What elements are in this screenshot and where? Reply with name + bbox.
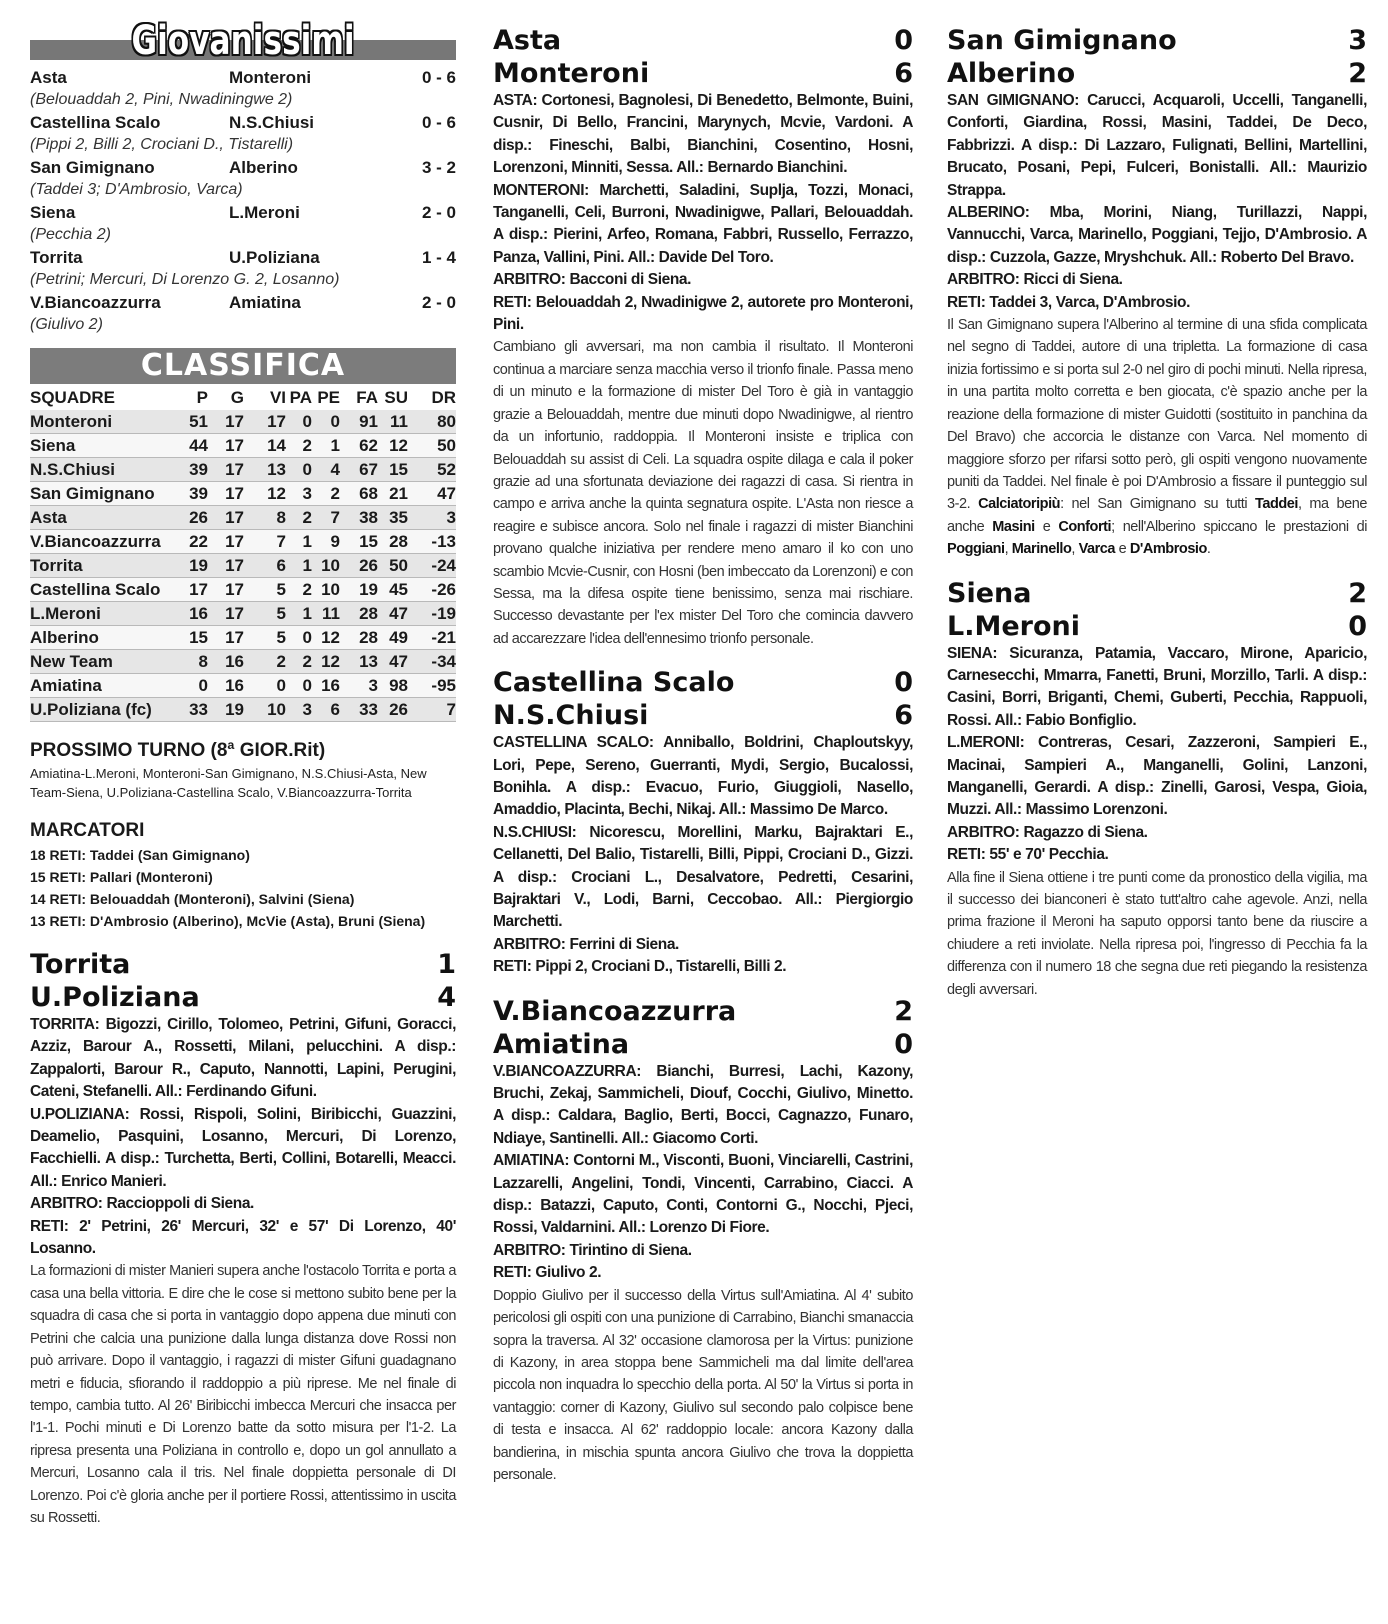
stat-cell: 16	[208, 650, 244, 674]
match-home-team: V.Biancoazzurra	[493, 995, 737, 1027]
standings-header-cell: DR	[431, 388, 456, 407]
home-team: Asta	[30, 68, 67, 87]
match-away-score: 6	[894, 700, 913, 732]
match-away-row	[30, 981, 456, 1014]
lineup-paragraph: U.POLIZIANA: Rossi, Rispoli, Solini, Biribicchi, Guazzini, Deamelio, Pasquini, Losanno, Mercuri, Di Lorenzo, Facchielli. A disp.: Turchetta, Berti, Collini, Botarelli, Meacci. All.: Enrico Manieri.	[30, 1105, 456, 1190]
stat-cell: 12	[312, 626, 340, 650]
team-name: L.Meroni	[30, 602, 180, 626]
standings-row	[30, 650, 456, 674]
match-home-row	[493, 995, 913, 1028]
result-row	[30, 291, 456, 314]
stat-cell: 17	[208, 458, 244, 482]
lineup-paragraph: ARBITRO: Ragazzo di Siena.	[947, 823, 1148, 841]
match-home-score: 2	[1348, 577, 1367, 609]
stat-cell: 16	[180, 602, 208, 626]
section-banner	[30, 18, 456, 64]
match-article	[493, 336, 913, 650]
lineup-paragraph: SIENA: Sicuranza, Patamia, Vaccaro, Mirone, Aparicio, Carnesecchi, Mmarra, Fanetti, Bruni, Morzillo, Tarli. A disp.: Casini, Borri, Briganti, Chemi, Guberti, Pecchia, Rappuoli, Rossi. All.: Fabio Bonfiglio.	[947, 644, 1367, 729]
match-siena	[947, 577, 1367, 1002]
result-score: 1 - 4	[421, 248, 456, 267]
stat-cell: 11	[312, 602, 340, 626]
player-highlight: Marinello	[1011, 541, 1072, 558]
standings-row	[30, 698, 456, 722]
stat-cell: 9	[312, 530, 340, 554]
result-row	[30, 156, 456, 179]
stat-cell: 52	[408, 458, 456, 482]
standings-header-cell: FA	[356, 388, 378, 407]
next-round-title: PROSSIMO TURNO (8ª GIOR.Rit)	[30, 740, 326, 761]
stat-cell: 26	[340, 554, 378, 578]
stat-cell: 51	[180, 410, 208, 434]
stat-cell: 17	[208, 434, 244, 458]
match-asta	[493, 24, 913, 650]
stat-cell: 19	[180, 554, 208, 578]
article-text: Doppio Giulivo per il successo della Virtus sull'Amiatina. Al 4' subito pericolosi gli ospiti con una punizione di Carrabino, Bianchi smanaccia sopra la traversa. Al 32' occasione clamorosa per la Virtus: punizione di Kazony, in area stoppa bene Sammicheli ma dal limite dell'area piccola non inquadra lo specchio della porta. Al 50' la Virtus si porta in vantaggio: corner di Kazony, Giulivo sul secondo palo colpisce bene di testa e insacca. Al 62' raddoppio locale: ancora Kazony dalla bandierina, in mischia spunta ancora Giulivo che trova la doppietta personale.	[493, 1287, 913, 1483]
stat-cell: 0	[286, 410, 312, 434]
team-name: Torrita	[30, 554, 180, 578]
stat-cell: -24	[408, 554, 456, 578]
stat-cell: -19	[408, 602, 456, 626]
stat-cell: 13	[340, 650, 378, 674]
match-away-team: U.Poliziana	[30, 982, 200, 1013]
match-home-score: 0	[894, 25, 913, 56]
article-text-segment: , ma bene anche	[947, 496, 1367, 535]
stat-cell: 0	[286, 458, 312, 482]
player-highlight: D'Ambrosio	[1129, 541, 1207, 558]
stat-cell: 3	[408, 506, 456, 530]
match-torrita	[30, 948, 456, 1529]
match-home-team: Castellina Scalo	[493, 667, 735, 699]
team-name: N.S.Chiusi	[30, 458, 180, 482]
stat-cell: -21	[408, 626, 456, 650]
stat-cell: 0	[244, 674, 286, 698]
away-team: Alberino	[229, 158, 298, 177]
standings-row	[30, 602, 456, 626]
stat-cell: 21	[378, 482, 408, 506]
match-away-score: 4	[437, 982, 456, 1013]
standings-title: CLASSIFICA	[140, 348, 346, 383]
result-scorers: (Giulivo 2)	[30, 316, 103, 333]
stat-cell: -95	[408, 674, 456, 698]
result-score: 3 - 2	[421, 158, 456, 177]
lineup-paragraph: ARBITRO: Raccioppoli di Siena.	[30, 1195, 254, 1213]
stat-cell: 2	[312, 482, 340, 506]
stat-cell: 10	[312, 578, 340, 602]
article-text-segment: e	[1115, 541, 1130, 558]
match-away-row	[493, 699, 913, 732]
column-middle	[493, 0, 913, 1486]
standings-header-row	[30, 386, 456, 410]
stat-cell: 44	[180, 434, 208, 458]
lineup-paragraph: RETI: Taddei 3, Varca, D'Ambrosio.	[947, 293, 1191, 311]
stat-cell: 7	[312, 506, 340, 530]
stat-cell: 15	[180, 626, 208, 650]
lineup-paragraph: N.S.CHIUSI: Nicorescu, Morellini, Marku, Bajraktari E., Cellanetti, Del Balio, Tistarelli, Billi, Pippi, Crociani D., Gizzi. A disp.: Crociani L., Desalvatore, Pedretti, Cesarini, Bajraktari V., Lodi, Barni, Ceccobao. All.: Piergiorgio Marchetti.	[493, 823, 913, 931]
stat-cell: 11	[378, 410, 408, 434]
stat-cell: 3	[286, 482, 312, 506]
match-article	[493, 1285, 913, 1487]
stat-cell: 15	[340, 530, 378, 554]
standings-header-cell: G	[230, 388, 244, 407]
result-row	[30, 111, 456, 134]
stat-cell: 47	[378, 650, 408, 674]
stat-cell: 17	[208, 578, 244, 602]
stat-cell: 17	[244, 410, 286, 434]
stat-cell: 22	[180, 530, 208, 554]
stat-cell: 98	[378, 674, 408, 698]
match-article	[947, 867, 1367, 1001]
stat-cell: 17	[208, 506, 244, 530]
lineup-paragraph: ASTA: Cortonesi, Bagnolesi, Di Benedetto, Belmonte, Buini, Cusnir, Di Bello, Francini, Marynych, Mcvie, Vardoni. A disp.: Fineschi, Balbi, Bianchini, Cosentino, Hosni, Lorenzoni, Minniti, Sessa. All.: Bernardo Bianchini.	[493, 92, 913, 177]
match-away-score: 0	[894, 1028, 913, 1060]
stat-cell: 5	[244, 626, 286, 650]
standings-header-cell: PE	[317, 388, 340, 407]
stat-cell: 33	[340, 698, 378, 722]
team-name: V.Biancoazzurra	[30, 530, 180, 554]
lineup-paragraph: RETI: Giulivo 2.	[493, 1264, 602, 1282]
stat-cell: 1	[286, 554, 312, 578]
stat-cell: 0	[286, 674, 312, 698]
team-name: San Gimignano	[30, 482, 180, 506]
article-text-segment: ,	[1071, 541, 1079, 558]
stat-cell: 17	[208, 482, 244, 506]
match-away-team: N.S.Chiusi	[493, 700, 649, 732]
player-highlight: Masini	[992, 518, 1035, 535]
stat-cell: 3	[286, 698, 312, 722]
article-text-segment: e	[1034, 518, 1059, 535]
article-text: Cambiano gli avversari, ma non cambia il risultato. Il Monteroni continua a marciare senza macchia verso il trionfo finale. Passa meno di un minuto e la formazione di mister Del Toro è già in vantaggio grazie a Belouaddah, mentre due minuti dopo Nwadinigwe, al rientro da un infortunio, raddoppia. Il Monteroni insiste e triplica con Belouaddah su assist di Celi. La squadra ospite dilaga e cala il poker grazie ad una sfortunata deviazione dei ragazzi di casa. Si rientra in campo e arriva anche la quinta segnatura ospite. L'Asta non riesce a reagire e subisce ancora. Solo nel finale i ragazzi di mister Bianchini provano qualche iniziativa per rendere meno amaro il ko con uno scambio Mcvie-Cusnir, con Hosni (ben imbeccato da Lorenzoni) e con Sessa, ma la difesa ospite tiene benissimo, senza mai rischiare. Successo devastante per l'ex mister Del Toro che comincia davvero ad accarezzare l'idea dell'ennesimo trionfo personale.	[493, 339, 914, 647]
section-title: Giovanissimi	[131, 18, 355, 64]
player-highlight: Taddei	[1255, 496, 1298, 513]
match-away-row	[493, 1028, 913, 1061]
stat-cell: 50	[408, 434, 456, 458]
team-name: Alberino	[30, 626, 180, 650]
stat-cell: 50	[378, 554, 408, 578]
stat-cell: 16	[312, 674, 340, 698]
team-name: U.Poliziana (fc)	[30, 698, 180, 722]
lineup-paragraph: MONTERONI: Marchetti, Saladini, Suplja, Tozzi, Monaci, Tanganelli, Celi, Burroni, Nwadinigwe, Pallari, Belouaddah. A disp.: Pierini, Arfeo, Romana, Fabbri, Russello, Ferrazzo, Panza, Vallini, Pini. All.: Davide Del Toro.	[493, 181, 913, 266]
scorer-line: 13 RETI: D'Ambrosio (Alberino), McVie (Asta), Bruni (Siena)	[30, 913, 426, 929]
match-vbiancoazzurra	[493, 995, 913, 1487]
match-home-score: 2	[894, 995, 913, 1027]
lineup-paragraph: SAN GIMIGNANO: Carucci, Acquaroli, Uccelli, Tanganelli, Conforti, Giardina, Rossi, Masini, Taddei, De Deco, Fabbrizzi. A disp.: Di Lazzaro, Fulignati, Bellini, Martellini, Brucato, Posani, Pepi, Fulceri, Bonistalli. All.: Maurizio Strappa.	[947, 92, 1367, 199]
match-away-score: 2	[1348, 58, 1367, 89]
stat-cell: 13	[244, 458, 286, 482]
lineup-paragraph: AMIATINA: Contorni M., Visconti, Buoni, Vinciarelli, Castrini, Lazzarelli, Angelini, Tondi, Vincenti, Carrabino, Ciacci. A disp.: Batazzi, Caputo, Conti, Contorni G., Nocchi, Pjeci, Rossi, Valdarnini. All.: Lorenzo Di Fiore.	[493, 1152, 913, 1237]
standings-row	[30, 482, 456, 506]
result-scorers: (Petrini; Mercuri, Di Lorenzo G. 2, Losanno)	[30, 271, 340, 288]
match-home-team: Siena	[947, 577, 1032, 609]
result-score: 0 - 6	[421, 113, 456, 132]
match-home-row	[947, 24, 1367, 57]
match-home-team: San Gimignano	[947, 25, 1177, 56]
stat-cell: 8	[244, 506, 286, 530]
match-away-team: Amiatina	[493, 1028, 630, 1060]
scorer-line: 18 RETI: Taddei (San Gimignano)	[30, 847, 250, 863]
result-row	[30, 66, 456, 89]
match-san-gimignano	[947, 24, 1367, 561]
match-away-team: L.Meroni	[947, 610, 1080, 642]
match-home-team: Asta	[493, 25, 562, 56]
match-away-row	[947, 610, 1367, 643]
stat-cell: 62	[340, 434, 378, 458]
standings-row	[30, 530, 456, 554]
stat-cell: 6	[244, 554, 286, 578]
stat-cell: 17	[208, 626, 244, 650]
match-away-row	[947, 57, 1367, 90]
match-article	[30, 1260, 456, 1529]
player-highlight: Poggiani	[947, 541, 1005, 558]
match-away-score: 0	[1348, 610, 1367, 642]
stat-cell: 91	[340, 410, 378, 434]
scorers-board	[30, 844, 456, 932]
stat-cell: 38	[340, 506, 378, 530]
lineup-paragraph: L.MERONI: Contreras, Cesari, Zazzeroni, Sampieri E., Macinai, Sampieri A., Manganelli, Golini, Lanzoni, Manganelli, Gerardi. A disp.: Zinelli, Garosi, Vespa, Gioia, Muzzi. All.: Massimo Lorenzoni.	[947, 734, 1367, 819]
match-home-team: Torrita	[30, 949, 131, 980]
away-team: L.Meroni	[229, 203, 300, 222]
stat-cell: 2	[286, 506, 312, 530]
result-scorers: (Belouaddah 2, Pini, Nwadiningwe 2)	[30, 91, 293, 108]
stat-cell: 5	[244, 578, 286, 602]
stat-cell: -34	[408, 650, 456, 674]
match-home-score: 0	[894, 667, 913, 699]
home-team: Siena	[30, 203, 76, 222]
stat-cell: 39	[180, 482, 208, 506]
result-score: 0 - 6	[421, 68, 456, 87]
match-away-score: 6	[894, 58, 913, 89]
standings-table	[30, 386, 456, 722]
result-row	[30, 201, 456, 224]
match-home-score: 1	[437, 949, 456, 980]
lineup-paragraph: ARBITRO: Ferrini di Siena.	[493, 935, 679, 953]
stat-cell: 17	[208, 410, 244, 434]
standings-header-cell: SQUADRE	[30, 388, 116, 407]
stat-cell: 5	[244, 602, 286, 626]
article-text-segment: ,	[1004, 541, 1012, 558]
standings-row	[30, 458, 456, 482]
stat-cell: 28	[340, 626, 378, 650]
result-score: 2 - 0	[421, 293, 456, 312]
team-name: Castellina Scalo	[30, 578, 180, 602]
stat-cell: 6	[312, 698, 340, 722]
stat-cell: 33	[180, 698, 208, 722]
standings-row	[30, 410, 456, 434]
standings-row	[30, 506, 456, 530]
team-name: Amiatina	[30, 674, 180, 698]
stat-cell: 17	[180, 578, 208, 602]
match-away-row	[493, 57, 913, 90]
player-highlight: Conforti	[1058, 518, 1112, 535]
stat-cell: 49	[378, 626, 408, 650]
stat-cell: 8	[180, 650, 208, 674]
stat-cell: 47	[408, 482, 456, 506]
match-article	[947, 314, 1367, 560]
lineup-paragraph: CASTELLINA SCALO: Anniballo, Boldrini, Chaploutskyy, Lori, Pepe, Sereno, Guerranti, Mydi, Sergio, Bucalossi, Bonihla. A disp.: Evacuo, Furio, Giuggioli, Nasello, Amaddio, Placinta, Bechi, Nikaj. All.: Massimo De Marco.	[493, 734, 913, 819]
stat-cell: 67	[340, 458, 378, 482]
standings-header-cell: PA	[289, 388, 312, 407]
stat-cell: 12	[312, 650, 340, 674]
stat-cell: 35	[378, 506, 408, 530]
lineup-paragraph: ARBITRO: Ricci di Siena.	[947, 271, 1123, 289]
player-highlight: Calciatoripiù	[978, 496, 1061, 513]
team-name: Asta	[30, 506, 180, 530]
scorers-board-title: MARCATORI	[30, 820, 145, 841]
stat-cell: 17	[208, 530, 244, 554]
scorer-line: 15 RETI: Pallari (Monteroni)	[30, 869, 213, 885]
stat-cell: 1	[312, 434, 340, 458]
match-home-row	[947, 577, 1367, 610]
stat-cell: 7	[408, 698, 456, 722]
stat-cell: 12	[244, 482, 286, 506]
match-castellina	[493, 666, 913, 978]
standings-banner	[30, 348, 456, 384]
result-score: 2 - 0	[421, 203, 456, 222]
match-away-team: Alberino	[947, 58, 1076, 89]
away-team: Amiatina	[229, 293, 301, 312]
stat-cell: 80	[408, 410, 456, 434]
stat-cell: 26	[180, 506, 208, 530]
lineup-paragraph: RETI: 2' Petrini, 26' Mercuri, 32' e 57' Di Lorenzo, 40' Losanno.	[30, 1217, 456, 1258]
article-text-segment: ; nell'Alberino spiccano le prestazioni di	[1111, 518, 1367, 535]
stat-cell: -13	[408, 530, 456, 554]
stat-cell: 26	[378, 698, 408, 722]
match-home-row	[30, 948, 456, 981]
next-round-text: Amiatina-L.Meroni, Monteroni-San Gimignano, N.S.Chiusi-Asta, New Team-Siena, U.Poliziana-Castellina Scalo, V.Biancoazzurra-Torrita	[30, 766, 427, 800]
home-team: San Gimignano	[30, 158, 155, 177]
stat-cell: 2	[244, 650, 286, 674]
article-text-segment: .	[1206, 541, 1211, 558]
scorer-line: 14 RETI: Belouaddah (Monteroni), Salvini (Siena)	[30, 891, 355, 907]
article-text-segment	[970, 496, 978, 512]
standings-row	[30, 674, 456, 698]
article-text: Il San Gimignano supera l'Alberino al termine di una sfida complicata nel segno di Taddei, autore di una tripletta. La formazione di casa inizia fortissimo e si porta sul 2-0 nel giro di pochi minuti. Nella ripresa, in una partita molto corretta e ben giocata, c'è spazio anche per la reazione della formazione di mister Guidotti (sostituito in panchina da Del Bravo) che accorcia le distanze con Varca. Nel momento di maggiore sforzo per rifarsi sotto però, gli ospiti vengono nuovamente puniti da Taddei. Nel finale è poi D'Ambrosio a fissare il punteggio sul 3-2.	[947, 317, 1367, 513]
stat-cell: 17	[208, 602, 244, 626]
standings-header-cell: P	[196, 388, 208, 407]
column-right	[947, 0, 1367, 1001]
away-team: Monteroni	[229, 68, 312, 87]
stat-cell: 0	[312, 410, 340, 434]
stat-cell: 28	[340, 602, 378, 626]
result-scorers: (Taddei 3; D'Ambrosio, Varca)	[30, 181, 243, 198]
standings-row	[30, 554, 456, 578]
lineup-paragraph: ARBITRO: Tirintino di Siena.	[493, 1241, 692, 1259]
stat-cell: 68	[340, 482, 378, 506]
stat-cell: 1	[286, 602, 312, 626]
stat-cell: 15	[378, 458, 408, 482]
stat-cell: 0	[286, 626, 312, 650]
stat-cell: -26	[408, 578, 456, 602]
match-away-team: Monteroni	[493, 58, 650, 89]
stat-cell: 19	[208, 698, 244, 722]
away-team: N.S.Chiusi	[229, 113, 315, 132]
team-name: Siena	[30, 434, 180, 458]
lineup-paragraph: RETI: 55' e 70' Pecchia.	[947, 846, 1109, 864]
result-scorers: (Pippi 2, Billi 2, Crociani D., Tistarelli)	[30, 136, 294, 153]
stat-cell: 39	[180, 458, 208, 482]
stat-cell: 10	[244, 698, 286, 722]
stat-cell: 14	[244, 434, 286, 458]
stat-cell: 10	[312, 554, 340, 578]
standings-header-cell: VI	[269, 388, 286, 407]
article-text: La formazioni di mister Manieri supera anche l'ostacolo Torrita e porta a casa una bella vittoria. E dire che le cose si mettono subito bene per la squadra di casa che si porta in vantaggio dopo appena due minuti con Petrini che calcia una punizione dalla lunga distanza dove Rossi non può arrivare. Dopo il vantaggio, i ragazzi di mister Gifuni guadagnano metri e fiducia, sfiorando il raddoppio a più riprese. Me nel finale di tempo, cambia tutto. Al 26' Biribicchi imbecca Mercuri che insacca per l'1-1. Pochi minuti e Di Lorenzo batte da sotto misura per l'1-2. La ripresa presenta una Poliziana in controllo e, dopo un gol annullato a Mercuri, Losanno cala il tris. Nel finale doppietta personale di DI Lorenzo. Poi c'è gloria anche per il portiere Rossi, attentissimo in uscita su Rossetti.	[30, 1263, 456, 1526]
lineup-paragraph: RETI: Pippi 2, Crociani D., Tistarelli, Billi 2.	[493, 958, 787, 976]
standings-row	[30, 434, 456, 458]
lineup-paragraph: ARBITRO: Bacconi di Siena.	[493, 271, 692, 289]
player-highlight: Varca	[1078, 541, 1116, 558]
standings-header-cell: SU	[384, 388, 408, 407]
match-home-row	[493, 24, 913, 57]
stat-cell: 0	[180, 674, 208, 698]
home-team: V.Biancoazzurra	[30, 293, 161, 312]
stat-cell: 7	[244, 530, 286, 554]
home-team: Torrita	[30, 248, 83, 267]
result-scorers: (Pecchia 2)	[30, 226, 111, 243]
stat-cell: 3	[340, 674, 378, 698]
stat-cell: 17	[208, 554, 244, 578]
stat-cell: 47	[378, 602, 408, 626]
article-text: Alla fine il Siena ottiene i tre punti come da pronostico della vigilia, ma il successo dei bianconeri è stato tutt'altro cahe agevole. Anzi, nella prima frazione il Meroni ha saputo opporsi tanto bene da riuscire a chiudere a reti inviolate. Nella ripresa poi, l'ingresso di Pecchia fa la differenza con il numero 18 che segna due reti piegando la resistenza degli avversari.	[947, 869, 1367, 998]
column-left	[30, 0, 456, 1529]
stat-cell: 16	[208, 674, 244, 698]
lineup-paragraph: TORRITA: Bigozzi, Cirillo, Tolomeo, Petrini, Gifuni, Goracci, Azziz, Barour A., Rossetti, Milani, pelucchini. A disp.: Zappalorti, Barour R., Caputo, Nannotti, Lapini, Perugini, Cateni, Stefanelli. All.: Ferdinando Gifuni.	[30, 1016, 456, 1101]
stat-cell: 4	[312, 458, 340, 482]
away-team: U.Poliziana	[229, 248, 320, 267]
stat-cell: 2	[286, 434, 312, 458]
stat-cell: 2	[286, 650, 312, 674]
results-list	[30, 66, 456, 336]
stat-cell: 19	[340, 578, 378, 602]
lineup-paragraph: V.BIANCOAZZURRA: Bianchi, Burresi, Lachi, Kazony, Bruchi, Zekaj, Sammicheli, Diouf, Cocchi, Giulivo, Minetto. A disp.: Caldara, Baglio, Berti, Bocci, Cagnazzo, Funaro, Ndiaye, Santinelli. All.: Giacomo Corti.	[493, 1062, 913, 1147]
lineup-paragraph: ALBERINO: Mba, Morini, Niang, Turillazzi, Nappi, Vannucchi, Varca, Marinello, Poggiani, Tejjo, D'Ambrosio. A disp.: Cuzzola, Gazze, Mryshchuk. All.: Roberto Del Bravo.	[947, 204, 1367, 266]
home-team: Castellina Scalo	[30, 113, 161, 132]
standings-row	[30, 578, 456, 602]
stat-cell: 28	[378, 530, 408, 554]
match-home-score: 3	[1348, 25, 1367, 56]
team-name: Monteroni	[30, 410, 180, 434]
article-text-segment: : nel San Gimignano su tutti	[1060, 496, 1255, 513]
team-name: New Team	[30, 650, 180, 674]
stat-cell: 1	[286, 530, 312, 554]
result-row	[30, 246, 456, 269]
lineup-paragraph: RETI: Belouaddah 2, Nwadinigwe 2, autorete pro Monteroni, Pini.	[493, 293, 913, 334]
stat-cell: 12	[378, 434, 408, 458]
standings-row	[30, 626, 456, 650]
stat-cell: 45	[378, 578, 408, 602]
stat-cell: 2	[286, 578, 312, 602]
match-home-row	[493, 666, 913, 699]
